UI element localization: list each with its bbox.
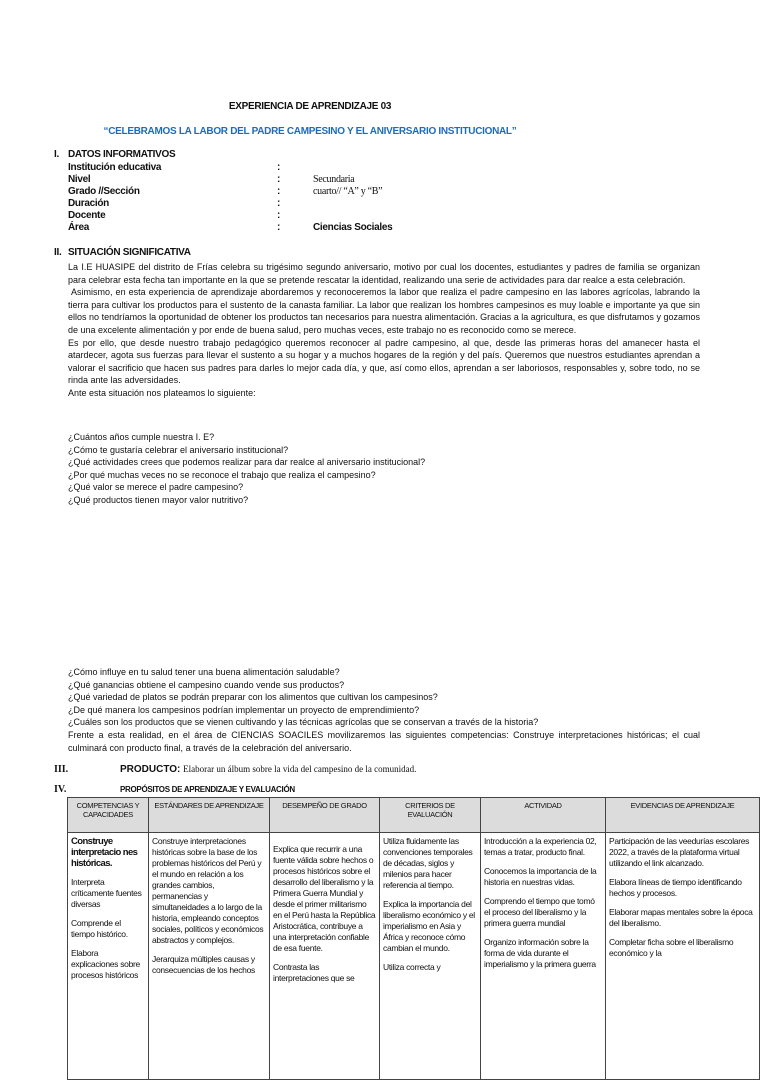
section-3-title: PRODUCTO: <box>120 764 181 775</box>
header-actividad: ACTIVIDAD <box>481 798 606 833</box>
question-item: ¿Cuántos años cumple nuestra I. E? <box>68 432 215 442</box>
header-desempeno: DESEMPEÑO DE GRADO <box>270 798 380 833</box>
info-colon: : <box>277 186 281 197</box>
info-label: Docente <box>68 210 106 221</box>
cell-entry: Introducción a la experiencia 02, temas a tratar, producto final. <box>484 836 597 857</box>
cell-entry: Explica que recurrir a una fuente válida sobre hechos o procesos históricos sobre el desarrollo del liberalismo y la Primera Guerra Mundial y desde el primer militarismo en el Perú hasta la República Aristocrática, contribuye a una interpretación confiable de esa fuente. <box>273 844 376 953</box>
situation-paragraph-1: La I.E HUASIPE del distrito de Frías celebra su trigésimo segundo aniversario, motivo por cual los docentes, estudiantes y padres de familia se organizan para celebrar esta fecha tan importante en la que se pretende rescatar la identidad, realizando una serie de actividades para dar realce a esta celebración. <box>68 262 700 285</box>
question-item: ¿Cuáles son los productos que se vienen cultivando y las técnicas agrícolas que se conservan a través de la historia? <box>68 717 539 728</box>
cell-entry: Construye interpretaciones históricas sobre la base de los problemas históricos del Perú y el mundo en relación a los grandes cambios, permanencias y simultaneidades a lo largo de la historia, empleando conceptos sociales, políticos y económicos abstractos y complejos. <box>152 836 264 945</box>
info-label: Área <box>68 222 90 233</box>
info-colon: : <box>277 162 281 173</box>
question-item: ¿Cómo te gustaría celebrar el aniversario institucional? <box>68 444 289 455</box>
header-estandares: ESTÁNDARES DE APRENDIZAJE <box>149 798 270 833</box>
question-item: ¿Qué ganancias obtiene el campesino cuando vende sus productos? <box>68 679 345 690</box>
section-2-heading <box>54 247 191 258</box>
section-1-heading <box>54 149 175 160</box>
section-3-heading <box>54 764 416 775</box>
question-item: ¿Qué actividades crees que podemos realizar para dar realce al aniversario institucional? <box>68 457 426 468</box>
info-value: cuarto// “A” y “B” <box>313 186 383 197</box>
header-competencias: COMPETENCIAS Y CAPACIDADES <box>68 798 149 833</box>
table-row <box>68 833 760 1080</box>
info-value: Ciencias Sociales <box>313 222 393 233</box>
purposes-table <box>67 797 760 1080</box>
cell-entry: Conocemos la importancia de la historia en nuestras vidas. <box>484 866 597 887</box>
cell-entry: Organizo información sobre la forma de vida durante el imperialismo y la primera guerra <box>484 937 596 969</box>
situation-paragraph-2: Asimismo, en esta experiencia de aprendizaje abordaremos y reconoceremos la labor que realiza el padre campesino en las labores agrícolas, labrando la tierra para cultivar los productos para el sustento de la canasta familiar. La labor que realizan los hombres campesinos es muy loable e importante ya que sin ellos no tendríamos la oportunidad de obtener los productos tan necesarios para nuestra alimentación. Gracias a la agricultura, es que disfrutamos y gozamos de una excelente alimentación y por ende de buena salud, pero muchas veces, este trabajo no es reconocido como se merece. <box>68 287 700 335</box>
cell-entry: Contrasta las interpretaciones que se <box>273 962 355 983</box>
cell-desempeno <box>270 833 380 1080</box>
cell-actividad <box>481 833 606 1080</box>
question-item: ¿Qué productos tienen mayor valor nutritivo? <box>68 494 249 505</box>
cell-entry: Explica la importancia del liberalismo económico y el imperialismo en Asia y África y reconoce cómo cambian el mundo. <box>383 899 475 953</box>
info-colon: : <box>277 222 281 233</box>
info-label: Grado //Sección <box>68 186 140 197</box>
section-4-title: PROPÓSITOS DE APRENDIZAJE Y EVALUACIÓN <box>120 785 295 794</box>
cell-estandares <box>149 833 270 1080</box>
info-row <box>68 210 488 222</box>
question-item: ¿Por qué muchas veces no se reconoce el trabajo que realiza el campesino? <box>68 469 376 480</box>
info-label: Institución educativa <box>68 162 162 173</box>
header-evidencias: EVIDENCIAS DE APRENDIZAJE <box>606 798 760 833</box>
cell-evidencias <box>606 833 760 1080</box>
situation-intro: Ante esta situación nos plateamos lo siguiente: <box>68 387 256 398</box>
cell-entry: Comprende el tiempo histórico. <box>71 918 128 939</box>
info-label: Duración <box>68 198 109 209</box>
cell-entry: Elaborar mapas mentales sobre la época del liberalismo. <box>609 907 753 928</box>
question-item: ¿Cómo influye en tu salud tener una buena alimentación saludable? <box>68 667 340 677</box>
questions-list-a <box>68 431 700 507</box>
cell-entry: Construye interpretacio nes históricas. <box>71 836 138 869</box>
section-1-number: I. <box>54 149 59 160</box>
info-row <box>68 186 488 198</box>
info-row <box>68 162 488 174</box>
info-colon: : <box>277 210 281 221</box>
cell-entry: Utiliza correcta y <box>383 962 441 972</box>
info-colon: : <box>277 198 281 209</box>
info-row <box>68 222 488 234</box>
situation-paragraph-3: Es por ello, que desde nuestro trabajo pedagógico queremos reconocer al padre campesino, al que, desde las primeras horas del amanecer hasta el atardecer, agota sus fuerzas para llevar el sustento a su hogar y a muchos hogares de la región y del país. Queremos que nuestros estudiantes aprendan a valorar el sacrificio que hacen sus padres para darles lo mejor cada día, y que, así como ellos, aprendan a ser laboriosos, responsables y, sobre todo, no se rinda ante las adversidades. <box>68 337 700 386</box>
cell-entry: Completar ficha sobre el liberalismo económico y la <box>609 937 734 958</box>
section-3-number: III. <box>54 764 69 775</box>
table-header-row <box>68 798 760 833</box>
section-2-number: II. <box>54 247 62 258</box>
cell-entry: Elabora líneas de tiempo identificando hechos y procesos. <box>609 877 742 898</box>
questions-list-b <box>68 666 700 729</box>
info-label: Nivel <box>68 174 91 185</box>
section-4-number: IV. <box>54 784 67 795</box>
question-item: ¿Qué variedad de platos se podrán preparar con los alimentos que cultivan los campesinos? <box>68 692 438 703</box>
cell-entry: Comprendo el tiempo que tomó el proceso del liberalismo y la primera guerra mundial <box>484 896 595 928</box>
info-row <box>68 198 488 210</box>
document-title: EXPERIENCIA DE APRENDIZAJE 03 <box>228 101 392 112</box>
section-2-title: SITUACIÓN SIGNIFICATIVA <box>68 247 191 258</box>
cell-entry: Participación de las veedurías escolares 2022, a través de la plataforma virtual utilizando el link alcanzado. <box>609 836 750 868</box>
document-subtitle: “CELEBRAMOS LA LABOR DEL PADRE CAMPESINO Y EL ANIVERSARIO INSTITUCIONAL” <box>103 126 517 137</box>
info-value: Secundaria <box>313 174 355 185</box>
section-1-title: DATOS INFORMATIVOS <box>68 149 176 160</box>
cell-competencias <box>68 833 149 1080</box>
situation-closing: Frente a esta realidad, en el área de CIENCIAS SOACILES movilizaremos las siguientes competencias: Construye interpretaciones históricas; el cual culminará con producto final, a través de la celebración del aniversario. <box>68 730 700 753</box>
info-row <box>68 174 488 186</box>
header-criterios: CRITERIOS DE EVALUACIÓN <box>380 798 481 833</box>
question-item: ¿Qué valor se merece el padre campesino? <box>68 482 244 493</box>
product-text: Elaborar un álbum sobre la vida del campesino de la comunidad. <box>183 764 417 774</box>
situation-text <box>68 261 700 400</box>
cell-criterios <box>380 833 481 1080</box>
cell-entry: Elabora explicaciones sobre procesos históricos <box>71 948 140 980</box>
section-4-heading <box>54 784 295 795</box>
cell-entry: Utiliza fluidamente las convenciones temporales de décadas, siglos y milenios para hacer referencia al tiempo. <box>383 836 473 890</box>
cell-entry: Interpreta críticamente fuentes diversas <box>71 877 142 909</box>
question-item: ¿De qué manera los campesinos podrían implementar un proyecto de emprendimiento? <box>68 704 420 715</box>
cell-entry: Jerarquiza múltiples causas y consecuencias de los hechos <box>152 954 255 975</box>
info-colon: : <box>277 174 281 185</box>
